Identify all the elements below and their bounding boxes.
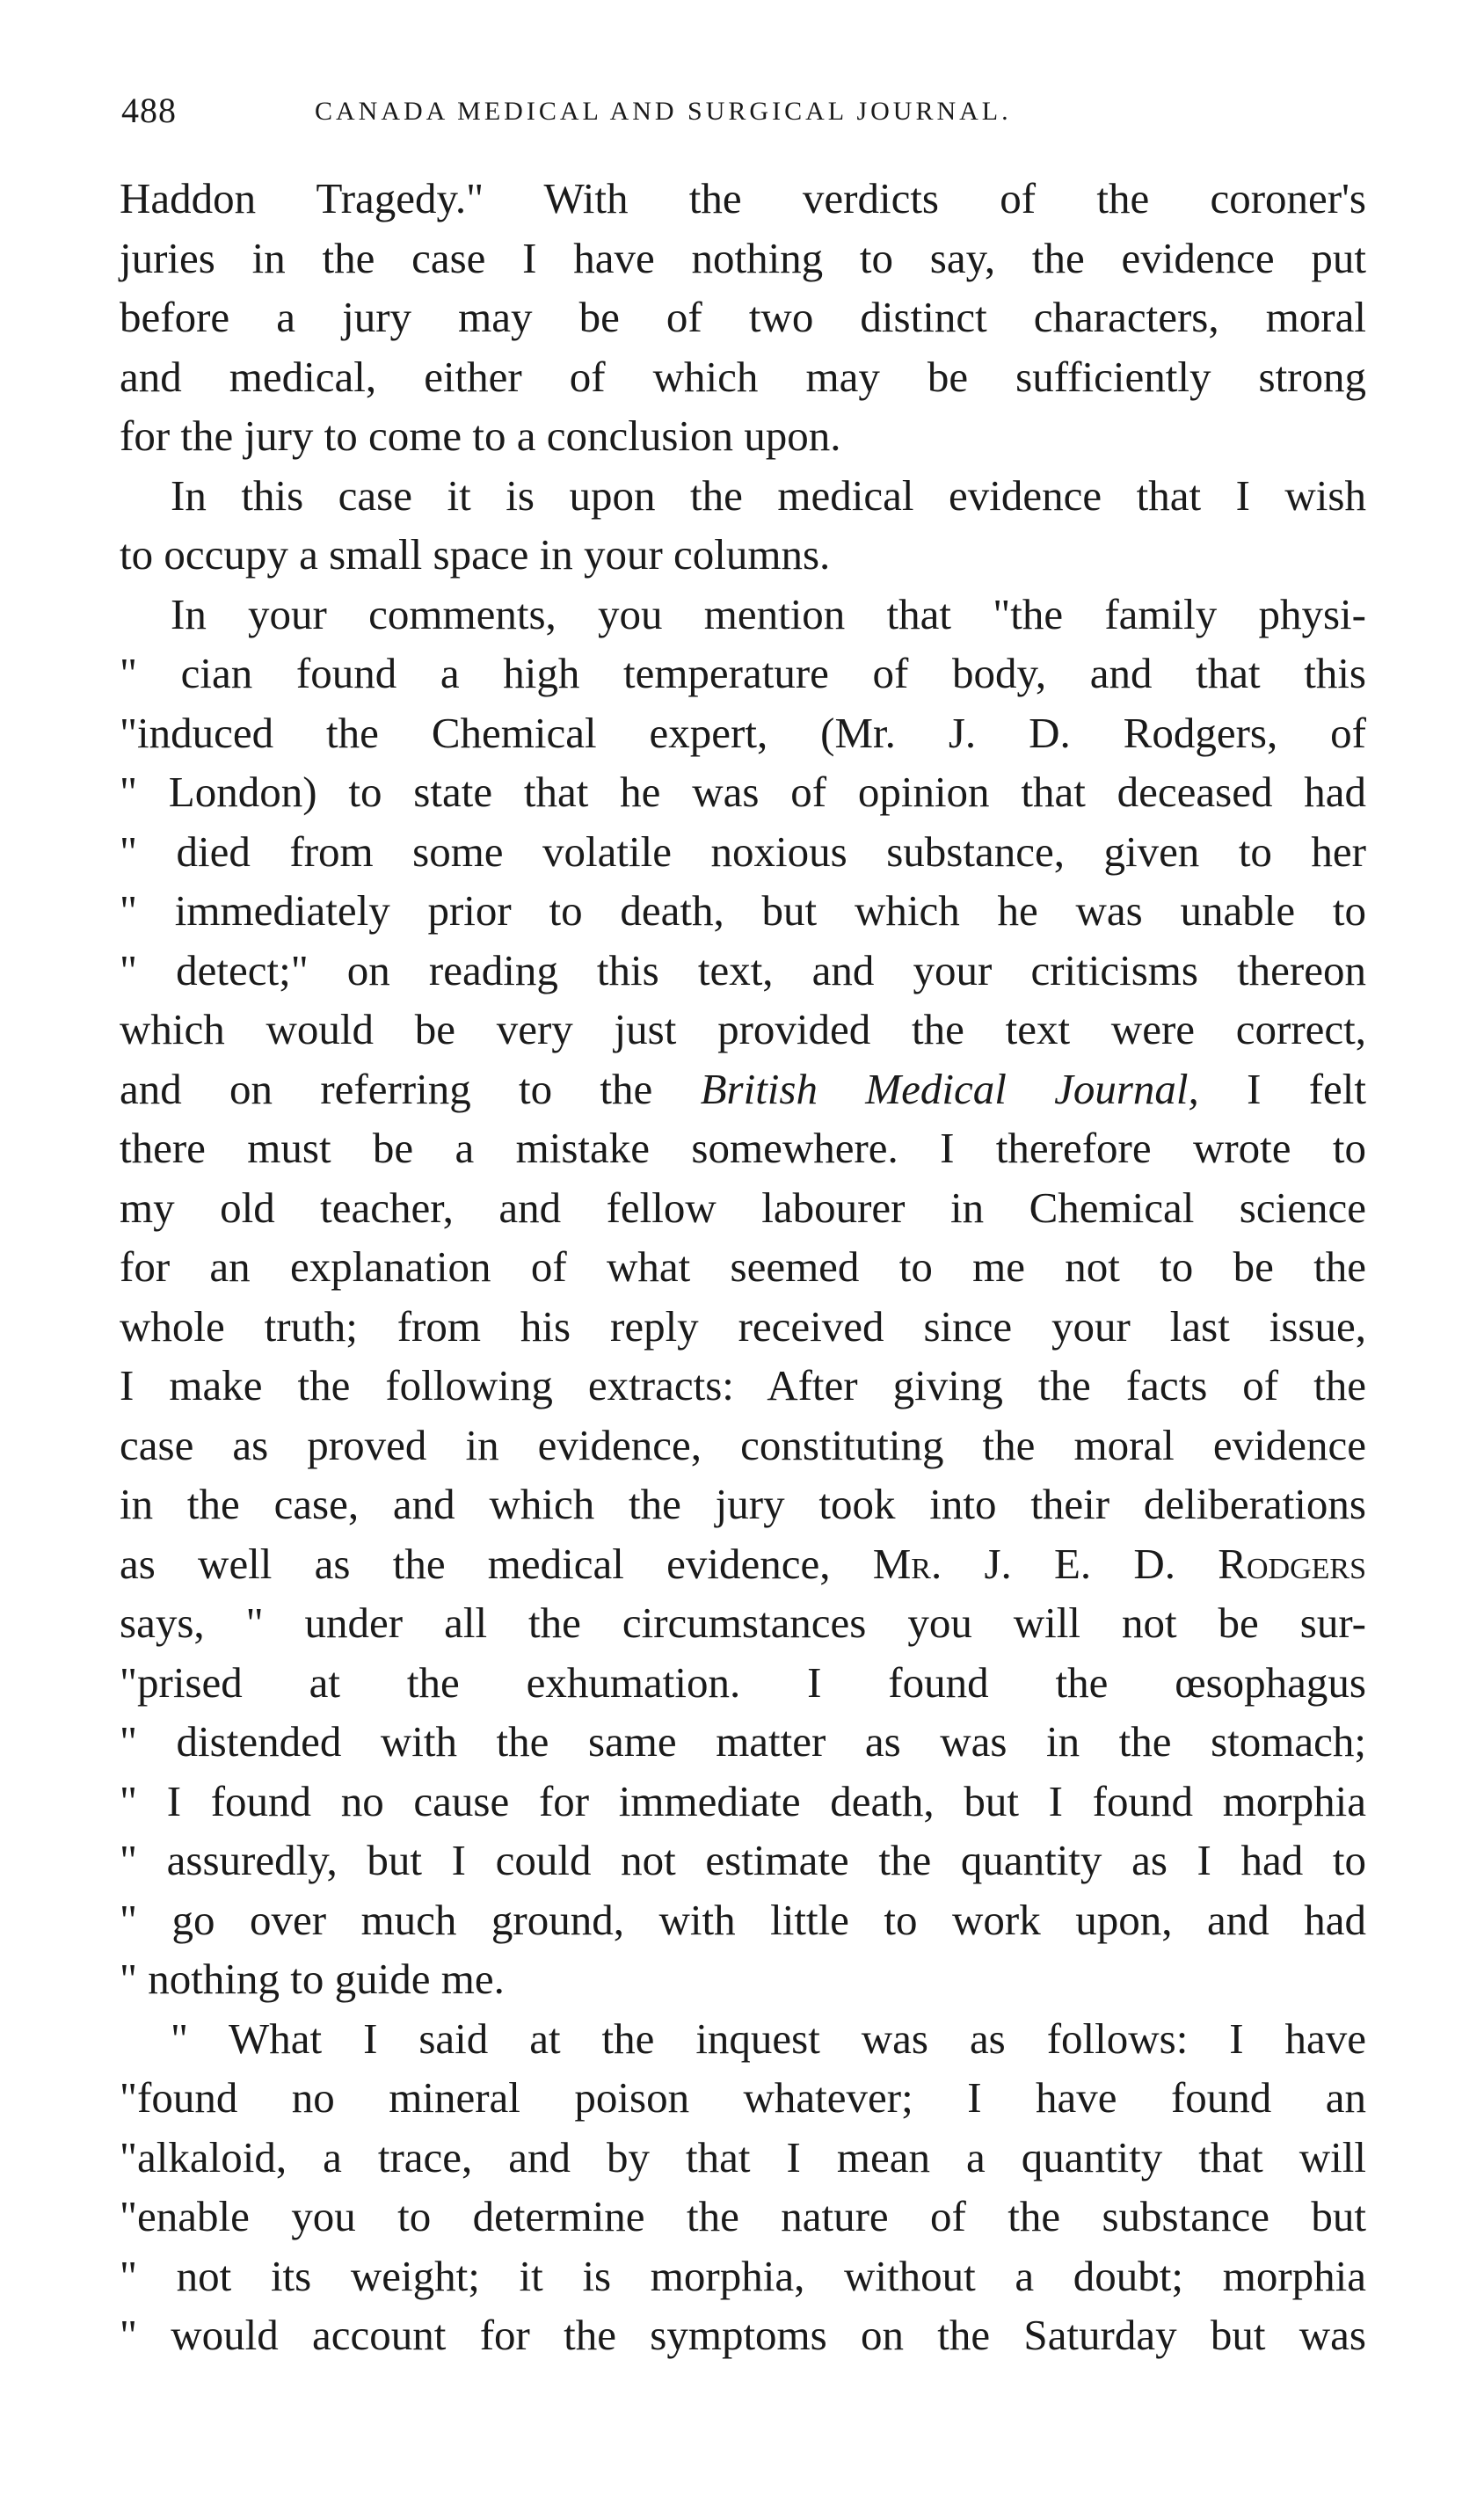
text-line: In your comments, you mention that "the family physi- [171,589,1366,638]
text-line: " detect;" on reading this text, and your criticisms thereon [120,945,1366,994]
page-number: 488 [121,91,177,130]
text-segment: as well as the medical evidence, [120,1539,831,1588]
text-line: " go over much ground, with little to work upon, and had [120,1895,1366,1944]
text-line: " What I said at the inquest was as follows: I have [171,2014,1366,2063]
text-line: " immediately prior to death, but which he was unable to [120,886,1366,935]
text-line: case as proved in evidence, constituting the moral evidence [120,1420,1366,1469]
text-line: " distended with the same matter as was in the stomach; [120,1717,1366,1766]
person-name: Mr. J. E. D. Rodgers [872,1539,1366,1588]
text-line: there must be a mistake somewhere. I therefore wrote to [120,1124,1366,1172]
text-line: " not its weight; it is morphia, without a doubt; morphia [120,2251,1366,2300]
text-line: to occupy a small space in your columns. [120,530,831,579]
text-line: " would account for the symptoms on the Saturday but was [120,2311,1366,2359]
journal-title: CANADA MEDICAL AND SURGICAL JOURNAL. [315,97,1012,126]
text-line: before a jury may be of two distinct characters, moral [120,293,1366,341]
text-line: " London) to state that he was of opinion that deceased had [120,768,1366,816]
running-head [121,90,1370,142]
text-line: "alkaloid, a trace, and by that I mean a quantity that will [120,2132,1366,2181]
text-line: juries in the case I have nothing to say, the evidence put [120,233,1366,282]
text-line: for the jury to come to a conclusion upon. [120,411,841,460]
text-line: "enable you to determine the nature of the substance but [120,2192,1366,2240]
text-line: " I found no cause for immediate death, but I found morphia [120,1776,1366,1825]
text-line: whole truth; from his reply received since your last issue, [120,1301,1366,1351]
journal-citation: British Medical Journal, [700,1064,1199,1113]
text-line: "found no mineral poison whatever; I have found an [120,2073,1366,2122]
text-line: "induced the Chemical expert, (Mr. J. D. Rodgers, of [120,708,1366,757]
text-line: " died from some volatile noxious substance, given to her [120,827,1366,876]
text-line: I make the following extracts: After giving the facts of the [120,1361,1366,1409]
text-line: " assuredly, but I could not estimate the quantity as I had to [120,1836,1366,1884]
text-line: and medical, either of which may be sufficiently strong [120,352,1366,401]
text-line [120,1534,1366,1594]
text-line: which would be very just provided the text were correct, [120,1005,1366,1053]
text-line: for an explanation of what seemed to me not to be the [120,1242,1366,1291]
text-line: "prised at the exhumation. I found the œsophagus [120,1657,1366,1707]
article-body [120,169,1366,2365]
text-line: In this case it is upon the medical evidence that I wish [171,470,1366,520]
text-line: " cian found a high temperature of body, and that this [120,649,1366,697]
text-line: " nothing to guide me. [120,1955,505,2003]
text-line [120,1060,1366,1119]
text-line: Haddon Tragedy." With the verdicts of the coroner's [120,174,1366,222]
text-segment: I felt [1247,1064,1366,1113]
text-segment: and on referring to the [120,1064,653,1113]
text-line: in the case, and which the jury took into their deliberations [120,1480,1366,1528]
text-line: says, " under all the circumstances you will not be sur- [120,1599,1366,1647]
text-line: my old teacher, and fellow labourer in Chemical science [120,1183,1366,1232]
